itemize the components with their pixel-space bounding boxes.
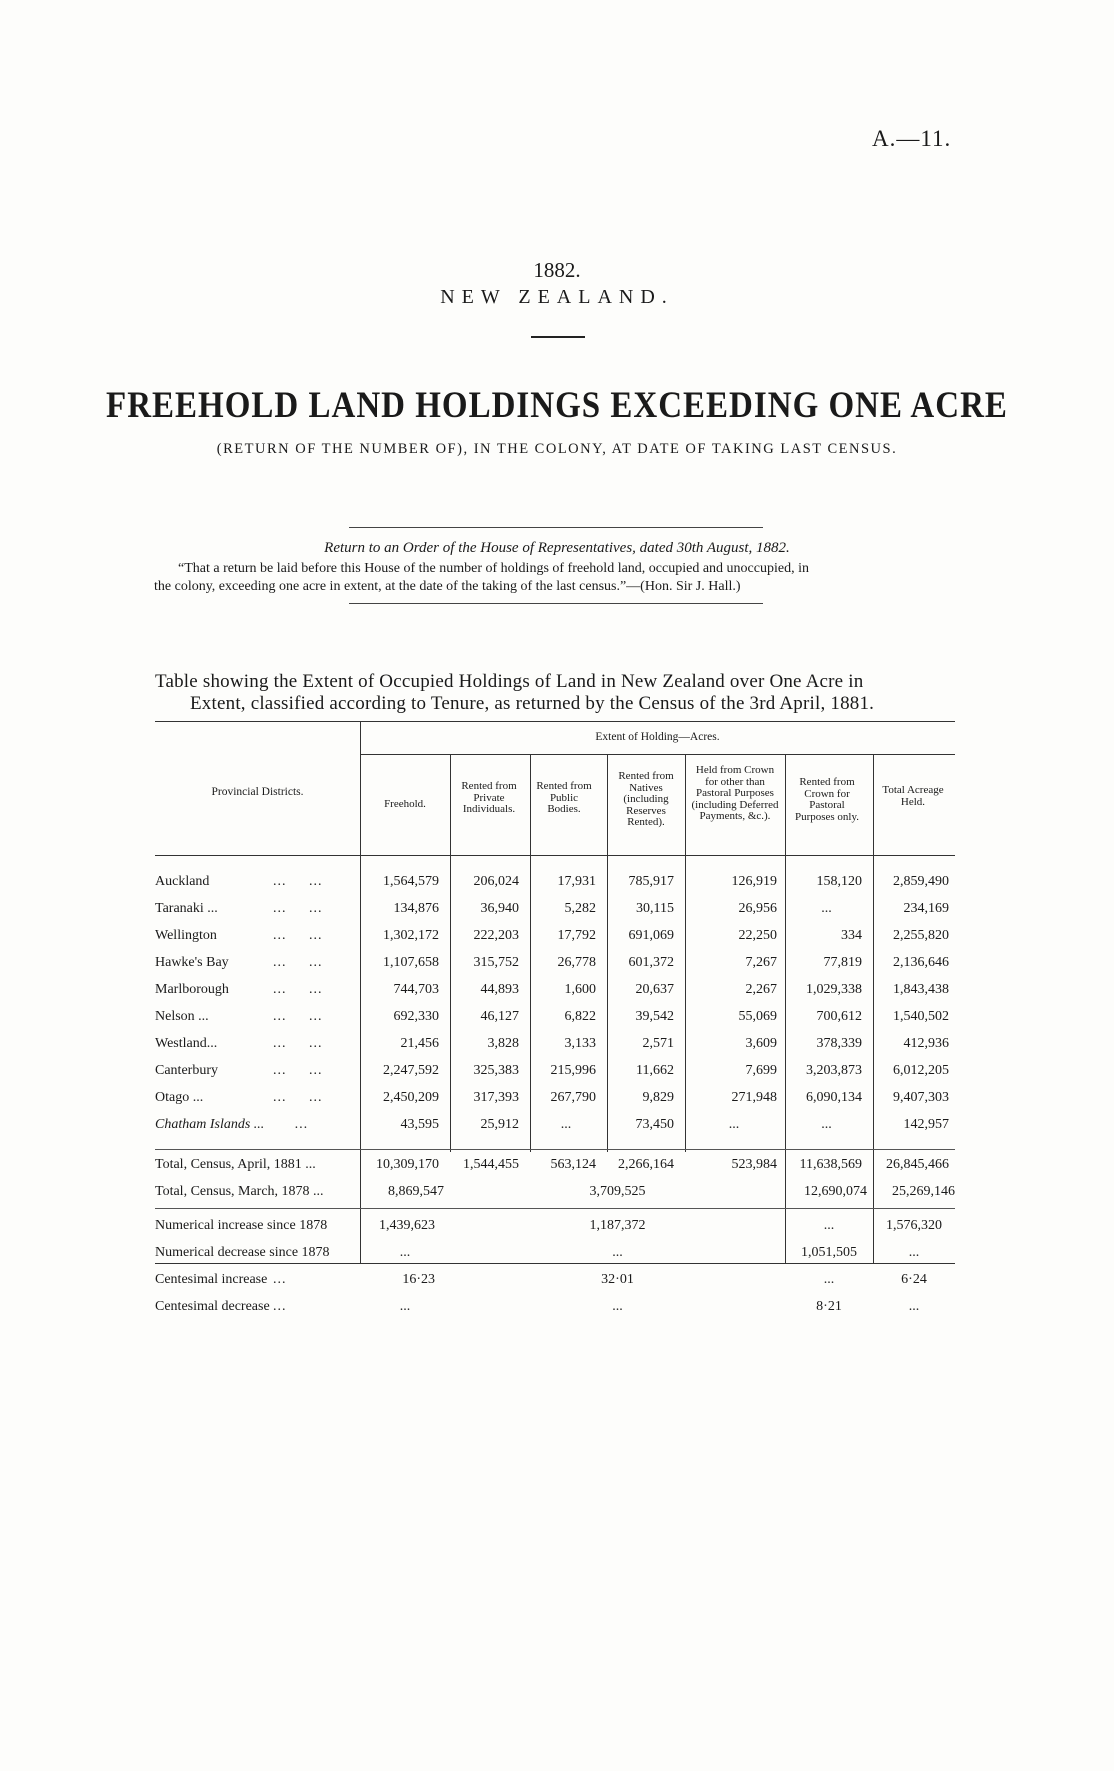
year: 1882. [533,258,581,282]
change-cell: 16·23 [402,1272,435,1287]
change-cell: ... [399,1245,411,1260]
table-cell: 1,564,579 [383,874,439,889]
table-cell: 3,828 [487,1036,519,1051]
table-cell: 44,893 [480,982,519,997]
total-cell: 25,269,146 [892,1184,955,1199]
table-cell: 6,012,205 [893,1063,949,1078]
table-bottom-rule [155,1263,955,1264]
table-cell: 1,540,502 [893,1009,949,1024]
table-cell: 234,169 [903,901,949,916]
row-label-text: Taranaki ... [155,901,218,916]
table-cell: 692,330 [393,1009,439,1024]
table-cell: 36,940 [480,901,519,916]
table-cell: 1,029,338 [806,982,862,997]
row-label-text: Otago ... [155,1090,204,1105]
column-rule [685,754,686,1152]
table-cell: 2,136,646 [893,955,949,970]
row-label [155,1063,355,1079]
table-cell: 46,127 [480,1009,519,1024]
row-label-text: Numerical decrease since 1878 [155,1245,330,1260]
row-label [155,1117,355,1133]
total-cell: 3,709,525 [589,1184,646,1199]
table-cell: 1,600 [564,982,596,997]
table-cell: 206,024 [473,874,519,889]
table-cell: 7,699 [745,1063,777,1078]
row-label-text: Canterbury [155,1063,218,1078]
row-leader-dots: ... [273,1299,287,1314]
row-leader-dots: ... ... [273,1063,323,1078]
row-label [155,928,355,944]
table-cell: 2,247,592 [383,1063,439,1078]
document-reference: A.—11. [872,126,952,151]
row-leader-dots: ... ... [273,955,323,970]
row-label [155,1157,355,1173]
row-label-text: Chatham Islands ... [155,1117,265,1132]
total-cell: 11,638,569 [799,1157,862,1172]
table-cell: 2,450,209 [383,1090,439,1105]
table-cell: ... [560,1117,572,1132]
change-cell: ... [908,1245,920,1260]
row-label-text: Hawke's Bay [155,955,229,970]
row-label-text: Total, Census, April, 1881 ... [155,1157,316,1172]
row-leader-dots: ... ... [273,874,323,889]
quote-line-2: the colony, exceeding one acre in extent, at the date of the taking of the last census.”—(Hon. Sir J. Hall.) [154,579,741,594]
table-cell: ... [821,901,832,916]
table-cell: 1,843,438 [893,982,949,997]
total-cell: 8,869,547 [388,1184,444,1199]
row-label [155,1272,355,1288]
table-cell: 26,956 [738,901,777,916]
order-quote [154,560,954,596]
column-header-freehold: Freehold. [384,798,426,810]
table-cell: 691,069 [628,928,674,943]
change-cell: ... [908,1299,920,1314]
divider [349,603,763,604]
table-cell: 17,792 [557,928,596,943]
row-label [155,1245,355,1261]
total-cell: 1,544,455 [463,1157,519,1172]
total-cell: 563,124 [550,1157,596,1172]
table-cell: 9,829 [642,1090,674,1105]
change-cell: 8·21 [816,1299,842,1314]
column-header-crown-other: Held from Crown for other than Pastoral Purposes (including Deferred Payments, &c.). [691,764,779,822]
change-cell: 1,576,320 [886,1218,942,1233]
caption-line-2: Extent, classified according to Tenure, as returned by the Census of the 3rd April, 1881. [190,693,875,714]
row-label-text: Numerical increase since 1878 [155,1218,328,1233]
table-cell: 6,822 [564,1009,596,1024]
table-cell: 43,595 [400,1117,439,1132]
table-cell: 26,778 [557,955,596,970]
table-cell: 2,859,490 [893,874,949,889]
row-label [155,982,355,998]
row-label [155,1184,355,1200]
column-header-public: Rented from Public Bodies. [536,780,592,815]
column-header-natives: Rented from Natives (including Reserves Rented). [618,770,674,828]
table-cell: 744,703 [393,982,439,997]
row-label [155,901,355,917]
table-cell: 785,917 [628,874,674,889]
row-label [155,1009,355,1025]
table-cell: 3,609 [745,1036,777,1051]
table-cell: 215,996 [550,1063,596,1078]
table-cell: 55,069 [738,1009,777,1024]
change-cell: ... [612,1245,623,1260]
table-cell: 378,339 [816,1036,862,1051]
change-cell: 1,439,623 [379,1218,435,1233]
row-label-text: Nelson ... [155,1009,209,1024]
row-label [155,1036,355,1052]
column-rule [530,754,531,1152]
divider [531,336,585,338]
table-cell: 2,267 [745,982,777,997]
column-rule [873,754,874,1263]
total-cell: 26,845,466 [886,1157,949,1172]
row-leader-dots: ... ... [273,928,323,943]
quote-line-1: “That a return be laid before this House of the number of holdings of freehold land, occupied and unoccupied, in [178,561,809,576]
change-cell: ... [399,1299,411,1314]
table-cell: 126,919 [731,874,777,889]
divider [349,527,763,528]
table-cell: 25,912 [480,1117,519,1132]
row-label-text: Auckland [155,874,210,889]
column-header-crown-pastoral: Rented from Crown for Pastoral Purposes only. [794,776,860,823]
row-label [155,955,355,971]
change-cell: ... [823,1218,835,1233]
table-cell: 317,393 [473,1090,519,1105]
table-cell: 77,819 [823,955,862,970]
change-cell: ... [612,1299,623,1314]
table-cell: 271,948 [731,1090,777,1105]
row-leader-dots: ... ... [273,1090,323,1105]
page-subtitle: (RETURN OF THE NUMBER OF), IN THE COLONY, AT DATE OF TAKING LAST CENSUS. [216,441,898,457]
totals-rule [155,1149,955,1150]
row-label-text: Total, Census, March, 1878 ... [155,1184,324,1199]
row-label-text: Marlborough [155,982,229,997]
table-cell: 73,450 [635,1117,674,1132]
table-cell: ... [728,1117,740,1132]
table-cell: 700,612 [816,1009,862,1024]
table-cell: 22,250 [738,928,777,943]
column-header-total: Total Acreage Held. [882,784,944,808]
table-cell: 9,407,303 [893,1090,949,1105]
header-bottom-rule [155,855,955,856]
table-cell: 2,255,820 [893,928,949,943]
table-cell: 20,637 [635,982,674,997]
row-leader-dots: ... [295,1117,309,1132]
row-header: Provincial Districts. [211,786,304,798]
table-cell: 2,571 [642,1036,674,1051]
table-cell: 3,133 [564,1036,596,1051]
table-caption [155,671,955,715]
table-cell: 39,542 [635,1009,674,1024]
change-cell: 1,187,372 [589,1218,646,1233]
table-cell: 267,790 [550,1090,596,1105]
table-cell: 325,383 [473,1063,519,1078]
row-leader-dots: ... ... [273,1009,323,1024]
row-leader-dots: ... [273,1272,287,1287]
table-cell: 601,372 [628,955,674,970]
table-cell: 30,115 [636,901,674,916]
column-header-private: Rented from Private Individuals. [461,780,517,815]
group-header: Extent of Holding—Acres. [595,731,720,743]
row-label [155,874,355,890]
table-cell: ... [821,1117,832,1132]
change-cell: 6·24 [901,1272,927,1287]
table-cell: 315,752 [473,955,519,970]
total-cell: 12,690,074 [804,1184,867,1199]
table-cell: 17,931 [557,874,596,889]
row-label-text: Centesimal increase [155,1272,268,1287]
table-cell: 1,107,658 [383,955,439,970]
order-line: Return to an Order of the House of Representatives, dated 30th August, 1882. [324,540,790,556]
total-cell: 523,984 [731,1157,777,1172]
change-cell: 32·01 [601,1272,634,1287]
total-cell: 10,309,170 [376,1157,439,1172]
changes-rule [155,1208,955,1209]
table-cell: 412,936 [903,1036,949,1051]
row-label-text: Centesimal decrease [155,1299,270,1314]
row-leader-dots: ... ... [273,1036,323,1051]
table-cell: 158,120 [816,874,862,889]
row-leader-dots: ... ... [273,901,323,916]
table-cell: 334 [841,928,862,943]
row-label [155,1090,355,1106]
row-label-text: Wellington [155,928,217,943]
table-cell: 142,957 [903,1117,949,1132]
table-cell: 5,282 [564,901,596,916]
row-label [155,1218,355,1234]
caption-line-1: Table showing the Extent of Occupied Holdings of Land in New Zealand over One Acre in [155,671,864,692]
table-cell: 11,662 [636,1063,674,1078]
page-title: FREEHOLD LAND HOLDINGS EXCEEDING ONE ACRE [106,385,1008,427]
table-cell: 6,090,134 [806,1090,862,1105]
table-cell: 21,456 [400,1036,439,1051]
table-cell: 3,203,873 [806,1063,862,1078]
column-rule [785,754,786,1263]
country: NEW ZEALAND. [440,286,674,308]
row-leader-dots: ... ... [273,982,323,997]
total-cell: 2,266,164 [618,1157,674,1172]
change-cell: 1,051,505 [801,1245,857,1260]
column-rule [450,754,451,1152]
table-cell: 222,203 [473,928,519,943]
change-cell: ... [823,1272,835,1287]
column-rule [607,754,608,1152]
table-top-rule [155,721,955,722]
row-label [155,1299,355,1315]
table-cell: 1,302,172 [383,928,439,943]
table-cell: 7,267 [745,955,777,970]
table-cell: 134,876 [393,901,439,916]
column-rule-label [360,721,361,1263]
row-label-text: Westland... [155,1036,218,1051]
